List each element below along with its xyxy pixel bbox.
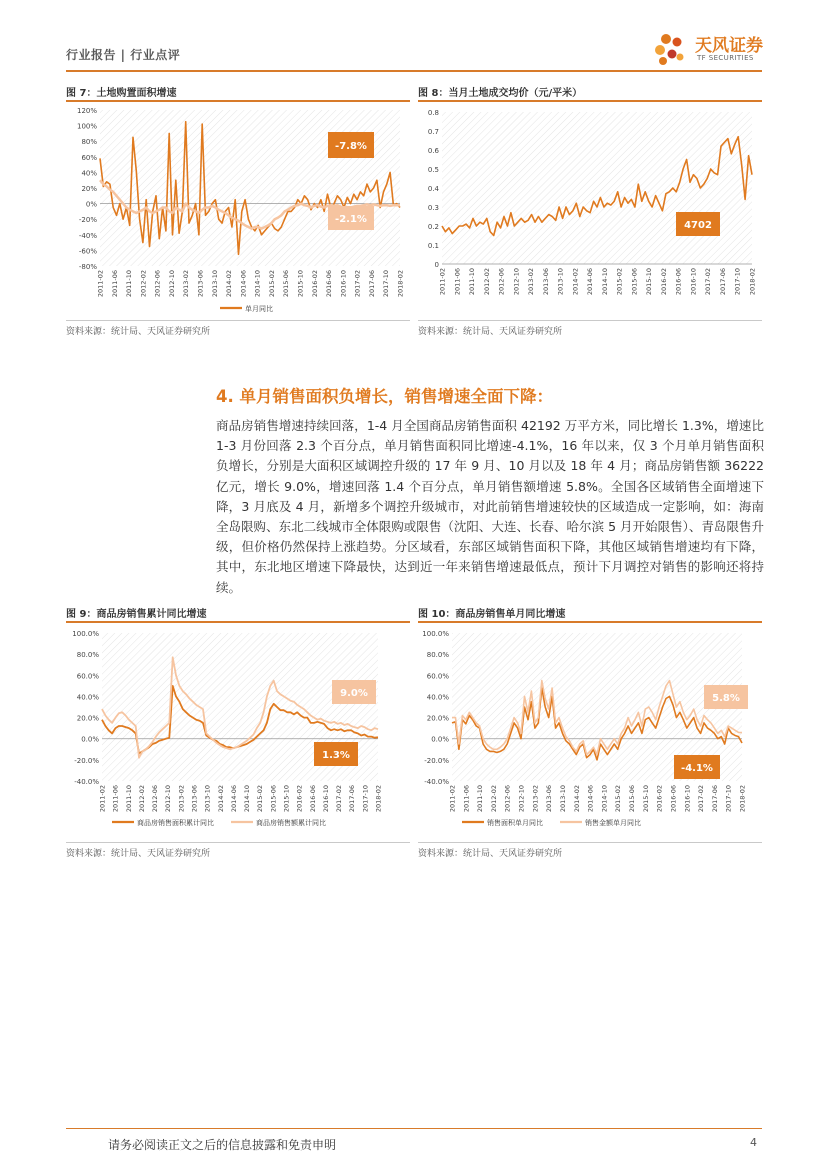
x-tick-label: 2012-10 (164, 785, 173, 813)
figure-7-caption: 图 7：土地购置面积增速 (66, 88, 177, 99)
x-tick-label: 2016-06 (669, 785, 678, 813)
x-tick-label: 2011-10 (124, 785, 133, 813)
x-tick-label: 2016-06 (674, 268, 683, 296)
x-tick-label: 2016-02 (659, 268, 668, 296)
figure-10-source-rule (418, 842, 762, 843)
y-tick-label: 0.0% (81, 735, 99, 744)
x-tick-label: 2011-06 (111, 785, 120, 813)
x-tick-label: 2013-06 (196, 270, 205, 298)
x-tick-label: 2014-02 (216, 785, 225, 813)
x-tick-label: 2013-10 (558, 785, 567, 813)
x-tick-label: 2012-02 (489, 785, 498, 813)
x-tick-label: 2015-02 (267, 270, 276, 298)
x-tick-label: 2014-02 (225, 270, 234, 298)
x-tick-label: 2017-02 (353, 270, 362, 298)
x-tick-label: 2016-10 (321, 785, 330, 813)
footer-disclaimer: 请务必阅读正文之后的信息披露和免责申明 (108, 1138, 337, 1152)
y-tick-label: 0.5 (427, 166, 439, 174)
x-tick-label: 2017-06 (718, 268, 727, 296)
figure-9-caption: 图 9：商品房销售累计同比增速 (66, 609, 207, 620)
y-tick-label: -20.0% (74, 756, 99, 765)
y-tick-label: 40.0% (426, 693, 449, 702)
x-tick-label: 2015-06 (269, 785, 278, 813)
callout-label: 9.0% (340, 688, 368, 699)
x-tick-label: 2012-10 (517, 785, 526, 813)
figure-10-caption: 图 10：商品房销售单月同比增速 (418, 609, 566, 620)
x-tick-label: 2011-06 (462, 785, 471, 813)
y-tick-label: 100% (76, 122, 97, 131)
section-title: 4. 单月销售面积负增长，销售增速全面下降： (216, 387, 553, 406)
x-tick-label: 2016-02 (655, 785, 664, 813)
x-tick-label: 2014-10 (600, 785, 609, 813)
x-tick-label: 2011-10 (476, 785, 485, 813)
x-tick-label: 2012-02 (137, 785, 146, 813)
figure-8-source: 资料来源：统计局、天风证券研究所 (418, 327, 563, 337)
y-tick-label: -20.0% (424, 756, 449, 765)
logo-flower-icon (652, 30, 694, 72)
figure-7-chart (66, 104, 410, 316)
callout-label: 1.3% (322, 750, 350, 761)
legend-label: 商品房销售额累计同比 (256, 819, 326, 827)
x-tick-label: 2015-06 (630, 268, 639, 296)
x-tick-label: 2018-02 (374, 785, 383, 813)
x-tick-label: 2013-10 (203, 785, 212, 813)
x-tick-label: 2015-10 (282, 785, 291, 813)
x-tick-label: 2011-02 (448, 785, 457, 813)
y-tick-label: 0.0% (431, 735, 449, 744)
plot-area (442, 112, 752, 264)
x-tick-label: 2017-02 (704, 268, 713, 296)
x-tick-label: 2013-02 (531, 785, 540, 813)
y-tick-label: 100.0% (422, 630, 449, 638)
y-tick-label: -60% (78, 247, 97, 256)
figure-7-rule (66, 100, 410, 102)
footer-divider (66, 1128, 762, 1129)
x-tick-label: 2012-06 (497, 268, 506, 296)
x-tick-label: 2013-06 (545, 785, 554, 813)
x-tick-label: 2011-02 (438, 268, 447, 296)
x-tick-label: 2015-02 (256, 785, 265, 813)
x-tick-label: 2016-02 (310, 270, 319, 298)
callout-label: -2.1% (335, 214, 367, 225)
x-tick-label: 2013-06 (541, 268, 550, 296)
y-tick-label: 0.6 (427, 147, 439, 155)
figure-9-chart (66, 625, 410, 837)
x-tick-label: 2017-06 (710, 785, 719, 813)
y-tick-label: -80% (78, 263, 97, 271)
x-tick-label: 2017-10 (733, 268, 742, 296)
y-tick-label: -40% (78, 231, 97, 240)
x-tick-label: 2014-02 (571, 268, 580, 296)
x-tick-label: 2012-06 (151, 785, 160, 813)
y-tick-label: 100.0% (72, 630, 99, 638)
x-tick-label: 2014-10 (600, 268, 609, 296)
figure-10-source: 资料来源：统计局、天风证券研究所 (418, 849, 563, 859)
y-tick-label: 60% (81, 153, 97, 162)
legend-label: 销售面积单月同比 (487, 819, 543, 827)
x-tick-label: 2015-10 (296, 270, 305, 298)
figure-9-source: 资料来源：统计局、天风证券研究所 (66, 849, 211, 859)
y-tick-label: 0% (85, 200, 97, 209)
y-tick-label: -40.0% (424, 778, 449, 786)
x-tick-label: 2014-10 (253, 270, 262, 298)
legend-label: 销售金额单月同比 (585, 819, 641, 827)
x-tick-label: 2016-10 (689, 268, 698, 296)
x-tick-label: 2018-02 (738, 785, 747, 813)
y-tick-label: 60.0% (426, 672, 449, 681)
section-body: 商品房销售增速持续回落，1-4 月全国商品房销售面积 42192 万平方米，同比增长 1.3%，增速比 1-3 月份回落 2.3 个百分点，单月销售面积同比增速-4.1%，16 年以来，仅 3 个月单月销售面积负增长，分别是大面积区域调控升级的 17 年 9 月、10 月以及 18 年 4 月；商品房销售额 36222 亿元，增长 9.0%，增速回落 1.4 个百分点，单月销售额增速 5.8%。全国各区域销售全面增速下降，3 月底及 4 月，新增多个调控升级城市，对此前销售增速较快的区域造成一定影响，如：海南全岛限购、东北二线城市全体限购或限售（沈阳、大连、长春、哈尔滨 5 月开始限售）、青岛限售升级，但价格仍然保持上涨趋势。分区域看，东部区域销售面积下降，其他区域销售增速均有下降，其中，东北地区增速下降最快，达到近一年来销售增速最低点，预计下月调控对销售的影响还将持续。 (216, 418, 764, 595)
y-tick-label: 80.0% (76, 651, 99, 660)
x-tick-label: 2014-06 (229, 785, 238, 813)
logo-name: 天风证券 (695, 36, 763, 56)
x-tick-label: 2011-02 (96, 270, 105, 298)
figure-10-rule (418, 621, 762, 623)
figure-10-chart (418, 625, 762, 837)
figure-8-source-rule (418, 320, 762, 321)
callout-label: -4.1% (681, 763, 713, 774)
x-tick-label: 2013-02 (527, 268, 536, 296)
x-tick-label: 2012-10 (167, 270, 176, 298)
header-breadcrumb: 行业报告 | 行业点评 (66, 48, 181, 62)
y-tick-label: 40% (81, 169, 97, 178)
x-tick-label: 2016-06 (308, 785, 317, 813)
y-tick-label: 0.7 (427, 128, 439, 136)
x-tick-label: 2011-06 (453, 268, 462, 296)
y-tick-label: 80.0% (426, 651, 449, 660)
y-tick-label: 0.2 (427, 223, 439, 231)
y-tick-label: 20.0% (426, 714, 449, 723)
x-tick-label: 2011-06 (110, 270, 119, 298)
callout-label: -7.8% (335, 141, 367, 152)
y-tick-label: 60.0% (76, 672, 99, 681)
x-tick-label: 2015-10 (641, 785, 650, 813)
x-tick-label: 2017-02 (697, 785, 706, 813)
y-tick-label: 0.3 (427, 204, 439, 212)
y-tick-label: 0.4 (427, 185, 439, 193)
logo-subtitle: TF SECURITIES (697, 54, 754, 62)
x-tick-label: 2013-10 (210, 270, 219, 298)
x-tick-label: 2014-10 (243, 785, 252, 813)
x-tick-label: 2017-10 (361, 785, 370, 813)
x-tick-label: 2018-02 (748, 268, 757, 296)
y-tick-label: 20.0% (76, 714, 99, 723)
legend-label: 单月同比 (245, 305, 273, 313)
figure-7-source: 资料来源：统计局、天风证券研究所 (66, 327, 211, 337)
x-tick-label: 2017-06 (348, 785, 357, 813)
x-tick-label: 2012-10 (512, 268, 521, 296)
x-tick-label: 2012-06 (153, 270, 162, 298)
x-tick-label: 2011-10 (468, 268, 477, 296)
x-tick-label: 2011-02 (98, 785, 107, 813)
x-tick-label: 2014-02 (572, 785, 581, 813)
callout-label: 4702 (684, 220, 712, 231)
figure-8-rule (418, 100, 762, 102)
x-tick-label: 2014-06 (586, 268, 595, 296)
x-tick-label: 2016-10 (339, 270, 348, 298)
figure-9-source-rule (66, 842, 410, 843)
x-tick-label: 2013-02 (177, 785, 186, 813)
x-tick-label: 2015-06 (282, 270, 291, 298)
y-tick-label: 0.8 (427, 109, 439, 117)
figure-9-rule (66, 621, 410, 623)
x-tick-label: 2014-06 (239, 270, 248, 298)
figure-8-caption: 图 8：当月土地成交均价（元/平米） (418, 88, 583, 99)
y-tick-label: -40.0% (74, 778, 99, 786)
x-tick-label: 2016-02 (295, 785, 304, 813)
x-tick-label: 2015-10 (645, 268, 654, 296)
x-tick-label: 2013-02 (182, 270, 191, 298)
x-tick-label: 2016-10 (683, 785, 692, 813)
legend-label: 商品房销售面积累计同比 (137, 819, 214, 827)
x-tick-label: 2013-06 (190, 785, 199, 813)
x-tick-label: 2015-02 (614, 785, 623, 813)
y-tick-label: 0 (434, 261, 439, 269)
callout-label: 5.8% (712, 693, 740, 704)
x-tick-label: 2012-06 (503, 785, 512, 813)
y-tick-label: 0.1 (427, 242, 439, 250)
x-tick-label: 2017-06 (367, 270, 376, 298)
y-tick-label: 80% (81, 138, 97, 147)
figure-8-chart (418, 104, 762, 316)
x-tick-label: 2017-10 (382, 270, 391, 298)
x-tick-label: 2017-02 (335, 785, 344, 813)
y-tick-label: 20% (81, 185, 97, 193)
x-tick-label: 2012-02 (139, 270, 148, 298)
page-number: 4 (750, 1136, 757, 1149)
y-tick-label: -20% (78, 216, 97, 225)
y-tick-label: 120% (76, 107, 97, 115)
x-tick-label: 2011-10 (125, 270, 134, 298)
x-tick-label: 2014-06 (586, 785, 595, 813)
y-tick-label: 40.0% (76, 693, 99, 702)
x-tick-label: 2016-06 (325, 270, 334, 298)
x-tick-label: 2013-10 (556, 268, 565, 296)
x-tick-label: 2017-10 (724, 785, 733, 813)
figure-7-source-rule (66, 320, 410, 321)
x-tick-label: 2012-02 (482, 268, 491, 296)
x-tick-label: 2018-02 (396, 270, 405, 298)
x-tick-label: 2015-06 (628, 785, 637, 813)
x-tick-label: 2015-02 (615, 268, 624, 296)
